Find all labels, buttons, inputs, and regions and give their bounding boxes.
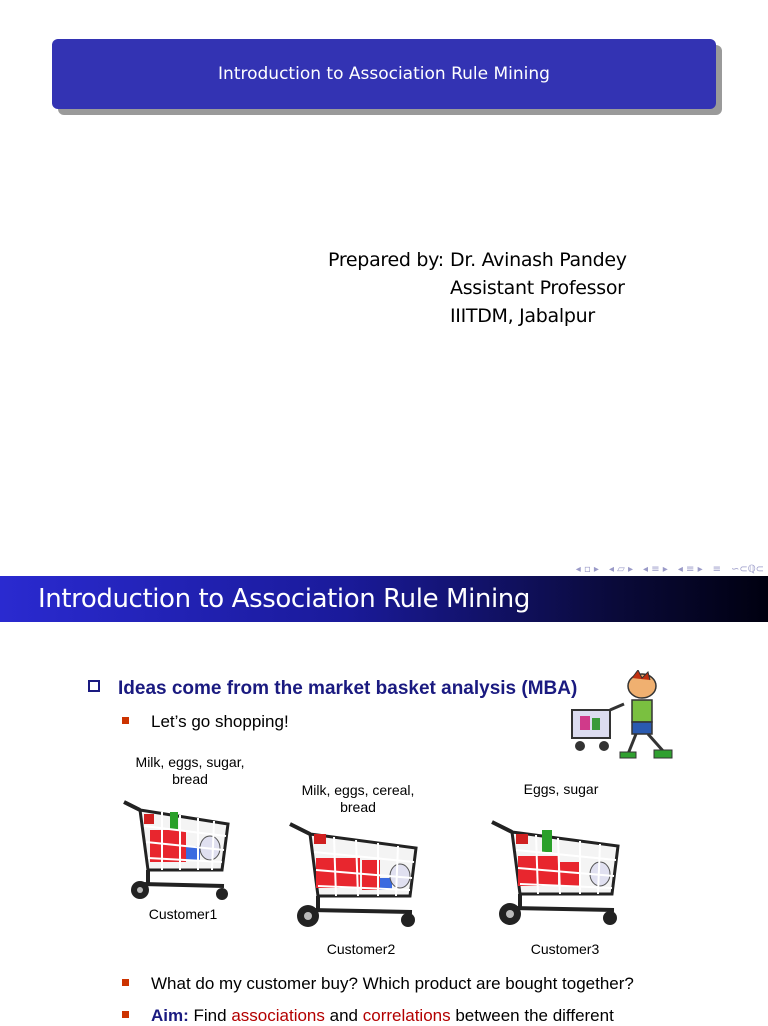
author-position: Assistant Professor [450, 277, 625, 299]
bullet-shopping [122, 712, 289, 732]
red-square-bullet-icon [122, 717, 129, 724]
hollow-square-bullet-icon [88, 680, 100, 692]
author-block [328, 246, 627, 330]
slide-1-title-text: Introduction to Association Rule Mining [218, 64, 550, 84]
nav-frame-icon[interactable]: ◂ ▫ ▸ [575, 563, 599, 575]
red-square-bullet-icon [122, 979, 129, 986]
customer2-label: Customer2 [326, 941, 396, 957]
aim-text-find: Find [193, 1006, 227, 1025]
aim-text-associations: associations [231, 1006, 325, 1025]
bullet-main-text: Ideas come from the market basket analysis (MBA) [118, 678, 578, 699]
bullet-shopping-text: Let’s go shopping! [151, 712, 289, 731]
customer2-items: Milk, eggs, cereal, bread [301, 782, 415, 815]
red-square-bullet-icon [122, 1011, 129, 1018]
author-name: Dr. Avinash Pandey [450, 249, 627, 271]
slide-2 [0, 576, 768, 1024]
customer3-items: Eggs, sugar [523, 781, 599, 797]
nav-search-icon[interactable]: ∽⊂ℚ⊂ [730, 563, 764, 575]
shopper-pushing-cart-icon [566, 670, 686, 762]
customer1-label: Customer1 [148, 906, 218, 922]
slide-2-title: Introduction to Association Rule Mining [0, 576, 768, 622]
customer1-items: Milk, eggs, sugar, bread [135, 754, 245, 787]
bullet-question [122, 974, 634, 994]
aim-text-correlations: correlations [362, 1006, 451, 1025]
beamer-navigation [474, 562, 764, 576]
aim-text-rest: between the different [455, 1006, 614, 1025]
aim-label: Aim: [151, 1006, 189, 1025]
nav-subsection-icon[interactable]: ◂ ▱ ▸ [608, 563, 634, 575]
author-institute: IIITDM, Jabalpur [450, 305, 595, 327]
customer1-cart-icon [122, 796, 234, 906]
customer2-cart-icon [288, 820, 420, 930]
customer3-label: Customer3 [530, 941, 600, 957]
nav-part-icon[interactable]: ◂ ≡ ▸ [677, 563, 703, 575]
bullet-aim [122, 1006, 614, 1026]
slide-1-title [52, 39, 716, 109]
customer3-cart-icon [490, 818, 622, 928]
bullet-question-text: What do my customer buy? Which product are bought together? [151, 974, 634, 993]
nav-toc-icon[interactable]: ≡ [712, 563, 721, 575]
prepared-by-label: Prepared by: [328, 249, 444, 271]
nav-section-icon[interactable]: ◂ ≡ ▸ [643, 563, 668, 575]
aim-text-and: and [329, 1006, 358, 1025]
